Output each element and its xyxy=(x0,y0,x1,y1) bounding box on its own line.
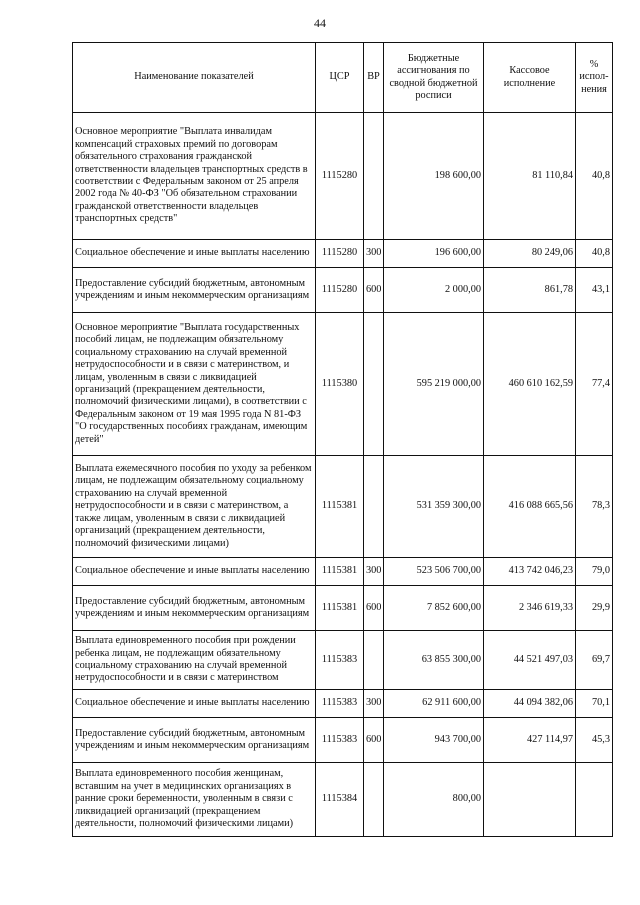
row-name: Выплата ежемесячного пособия по уходу за ребенком лицам, не подлежащим обязательному социальному страхованию на случай временной нетрудоспособности и в связи с материнством, а также лицам, уволенным в связи с ликвидацией организаций (прекращением деятельности, полномочий физическими лицами) xyxy=(73,456,316,558)
row-assignments: 2 000,00 xyxy=(384,268,484,313)
table-row xyxy=(73,631,613,690)
row-execution-percent: 70,1 xyxy=(576,690,613,718)
row-cash-execution: 460 610 162,59 xyxy=(484,313,576,456)
row-csr: 1115280 xyxy=(316,113,364,240)
row-csr: 1115383 xyxy=(316,718,364,763)
page-number: 44 xyxy=(314,16,326,30)
row-vr: 600 xyxy=(364,268,384,313)
header-execution-percent: % испол-нения xyxy=(576,43,613,113)
row-csr: 1115380 xyxy=(316,313,364,456)
row-execution-percent xyxy=(576,763,613,837)
row-execution-percent: 79,0 xyxy=(576,558,613,586)
table-row xyxy=(73,558,613,586)
row-name: Социальное обеспечение и иные выплаты населению xyxy=(73,558,316,586)
table-row xyxy=(73,718,613,763)
row-vr xyxy=(364,763,384,837)
row-name: Предоставление субсидий бюджетным, автономным учреждениям и иным некоммерческим организациям xyxy=(73,268,316,313)
row-name: Предоставление субсидий бюджетным, автономным учреждениям и иным некоммерческим организациям xyxy=(73,586,316,631)
table-row xyxy=(73,313,613,456)
table-header-row xyxy=(73,43,613,113)
row-name: Предоставление субсидий бюджетным, автономным учреждениям и иным некоммерческим организациям xyxy=(73,718,316,763)
row-name: Выплата единовременного пособия при рождении ребенка лицам, не подлежащим обязательному социальному страхованию на случай временной нетрудоспособности и в связи с материнством xyxy=(73,631,316,690)
table-row xyxy=(73,763,613,837)
header-csr: ЦСР xyxy=(316,43,364,113)
row-cash-execution: 861,78 xyxy=(484,268,576,313)
row-execution-percent: 29,9 xyxy=(576,586,613,631)
row-assignments: 800,00 xyxy=(384,763,484,837)
row-execution-percent: 45,3 xyxy=(576,718,613,763)
row-execution-percent: 43,1 xyxy=(576,268,613,313)
row-assignments: 523 506 700,00 xyxy=(384,558,484,586)
table-row xyxy=(73,268,613,313)
row-cash-execution xyxy=(484,763,576,837)
header-cash-execution: Кассовое исполнение xyxy=(484,43,576,113)
row-csr: 1115381 xyxy=(316,456,364,558)
row-vr: 300 xyxy=(364,558,384,586)
row-name: Выплата единовременного пособия женщинам, вставшим на учет в медицинских организациях в ранние сроки беременности, уволенным в связи с ликвидацией организаций (прекращением деятельности, полномочий физическими лицами) xyxy=(73,763,316,837)
row-vr xyxy=(364,113,384,240)
row-cash-execution: 413 742 046,23 xyxy=(484,558,576,586)
row-vr: 600 xyxy=(364,586,384,631)
row-assignments: 62 911 600,00 xyxy=(384,690,484,718)
row-execution-percent: 69,7 xyxy=(576,631,613,690)
row-csr: 1115381 xyxy=(316,558,364,586)
row-assignments: 531 359 300,00 xyxy=(384,456,484,558)
row-vr: 600 xyxy=(364,718,384,763)
row-csr: 1115381 xyxy=(316,586,364,631)
row-execution-percent: 77,4 xyxy=(576,313,613,456)
row-name: Социальное обеспечение и иные выплаты населению xyxy=(73,240,316,268)
row-csr: 1115383 xyxy=(316,631,364,690)
table-row xyxy=(73,240,613,268)
row-vr xyxy=(364,456,384,558)
table-row xyxy=(73,690,613,718)
budget-execution-table xyxy=(72,42,613,837)
row-cash-execution: 427 114,97 xyxy=(484,718,576,763)
row-cash-execution: 44 521 497,03 xyxy=(484,631,576,690)
row-assignments: 196 600,00 xyxy=(384,240,484,268)
row-assignments: 7 852 600,00 xyxy=(384,586,484,631)
row-vr: 300 xyxy=(364,690,384,718)
row-cash-execution: 2 346 619,33 xyxy=(484,586,576,631)
row-cash-execution: 80 249,06 xyxy=(484,240,576,268)
row-csr: 1115383 xyxy=(316,690,364,718)
row-vr xyxy=(364,631,384,690)
row-csr: 1115280 xyxy=(316,268,364,313)
row-cash-execution: 416 088 665,56 xyxy=(484,456,576,558)
row-assignments: 63 855 300,00 xyxy=(384,631,484,690)
row-assignments: 943 700,00 xyxy=(384,718,484,763)
header-vr: ВР xyxy=(364,43,384,113)
table-row xyxy=(73,113,613,240)
row-vr xyxy=(364,313,384,456)
row-execution-percent: 78,3 xyxy=(576,456,613,558)
row-cash-execution: 44 094 382,06 xyxy=(484,690,576,718)
table-row xyxy=(73,586,613,631)
row-assignments: 198 600,00 xyxy=(384,113,484,240)
row-name: Основное мероприятие "Выплата инвалидам компенсаций страховых премий по договорам обязательного страхования гражданской ответственности владельцев транспортных средств в соответствии с Федеральным законом от 25 апреля 2002 года № 40-ФЗ "Об обязательном страховании гражданской ответственности владельцев транспортных средств" xyxy=(73,113,316,240)
row-vr: 300 xyxy=(364,240,384,268)
row-name: Социальное обеспечение и иные выплаты населению xyxy=(73,690,316,718)
table-row xyxy=(73,456,613,558)
row-assignments: 595 219 000,00 xyxy=(384,313,484,456)
row-name: Основное мероприятие "Выплата государственных пособий лицам, не подлежащим обязательному социальному страхованию на случай временной нетрудоспособности и в связи с материнством, и лицам, уволенным в связи с ликвидацией организаций (прекращением деятельности, полномочий физическими лицами), в соответствии с Федеральным законом от 19 мая 1995 года N 81-ФЗ "О государственных пособиях гражданам, имеющим детей" xyxy=(73,313,316,456)
row-csr: 1115384 xyxy=(316,763,364,837)
header-assignments: Бюджетные ассигнования по сводной бюджетной росписи xyxy=(384,43,484,113)
row-csr: 1115280 xyxy=(316,240,364,268)
row-execution-percent: 40,8 xyxy=(576,240,613,268)
header-name: Наименование показателей xyxy=(73,43,316,113)
row-execution-percent: 40,8 xyxy=(576,113,613,240)
row-cash-execution: 81 110,84 xyxy=(484,113,576,240)
